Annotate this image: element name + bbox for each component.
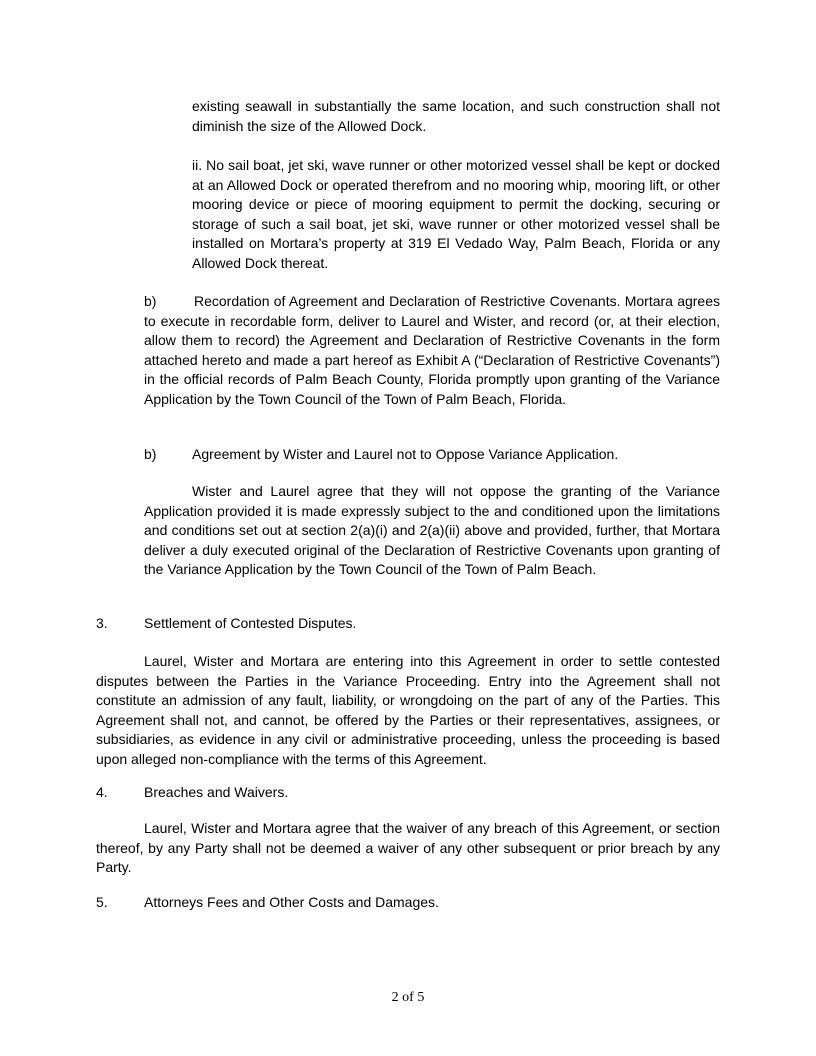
paragraph-b-recordation — [144, 292, 720, 409]
section-number: 4. — [96, 784, 108, 800]
paragraph-waivers: Laurel, Wister and Mortara agree that the waiver of any breach of this Agreement, or section thereof, by any Party shall not be deemed a waiver of any other subsequent or prior breach by any Party. — [96, 820, 720, 875]
paragraph-settlement: Laurel, Wister and Mortara are entering into this Agreement in order to settle contested disputes between the Parties in the Variance Proceeding. Entry into the Agreement shall not constitute an admission of any fault, liability, or wrongdoing on the part of any of the Parties. This Agreement shall not, and cannot, be offered by the Parties or their representatives, assignees, or subsidiaries, as evidence in any civil or administrative proceeding, unless the proceeding is based upon alleged non-compliance with the terms of this Agreement. — [96, 653, 720, 767]
page-number-footer: 2 of 5 — [391, 990, 425, 1005]
section-3-heading — [96, 614, 356, 634]
item-text: Recordation of Agreement and Declaration of Restrictive Covenants. Mortara agrees to execute in recordable form, deliver to Laurel and Wister, and record (or, at their election, allow them to record) the Agreement and Declaration of Restrictive Covenants in the form attached hereto and made a part hereof as Exhibit A (“Declaration of Restrictive Covenants”) in the official records of Palm Beach County, Florida promptly upon granting of the Variance Application by the Town Council of the Town of Palm Beach, Florida. — [144, 293, 720, 407]
section-title: Settlement of Contested Disputes. — [144, 615, 357, 631]
section-number: 5. — [96, 894, 108, 910]
paragraph-ii-vessels: ii. No sail boat, jet ski, wave runner or other motorized vessel shall be kept or docked at an Allowed Dock or operated therefrom and no mooring whip, mooring lift, or other mooring device or piece of mooring equipment to permit the docking, securing or storage of such a sail boat, jet ski, wave runner or other motorized vessel shall be installed on Mortara’s property at 319 El Vedado Way, Palm Beach, Florida or any Allowed Dock thereat. — [192, 157, 720, 271]
item-text: Agreement by Wister and Laurel not to Oppose Variance Application. — [192, 446, 619, 462]
section-title: Attorneys Fees and Other Costs and Damages. — [144, 894, 439, 910]
section-4-heading — [96, 783, 288, 803]
item-label: b) — [144, 446, 157, 462]
paragraph-seawall: existing seawall in substantially the same location, and such construction shall not diminish the size of the Allowed Dock. — [192, 98, 720, 134]
item-label: b) — [144, 293, 157, 309]
section-number: 3. — [96, 615, 108, 631]
paragraph-not-oppose: Wister and Laurel agree that they will not oppose the granting of the Variance Application provided it is made expressly subject to the and conditioned upon the limitations and conditions set out at section 2(a)(i) and 2(a)(ii) above and provided, further, that Mortara deliver a duly executed original of the Declaration of Restrictive Covenants upon granting of the Variance Application by the Town Council of the Town of Palm Beach. — [144, 483, 720, 577]
subheading-b-agreement — [144, 445, 618, 465]
section-5-heading — [96, 893, 439, 913]
section-title: Breaches and Waivers. — [144, 784, 289, 800]
